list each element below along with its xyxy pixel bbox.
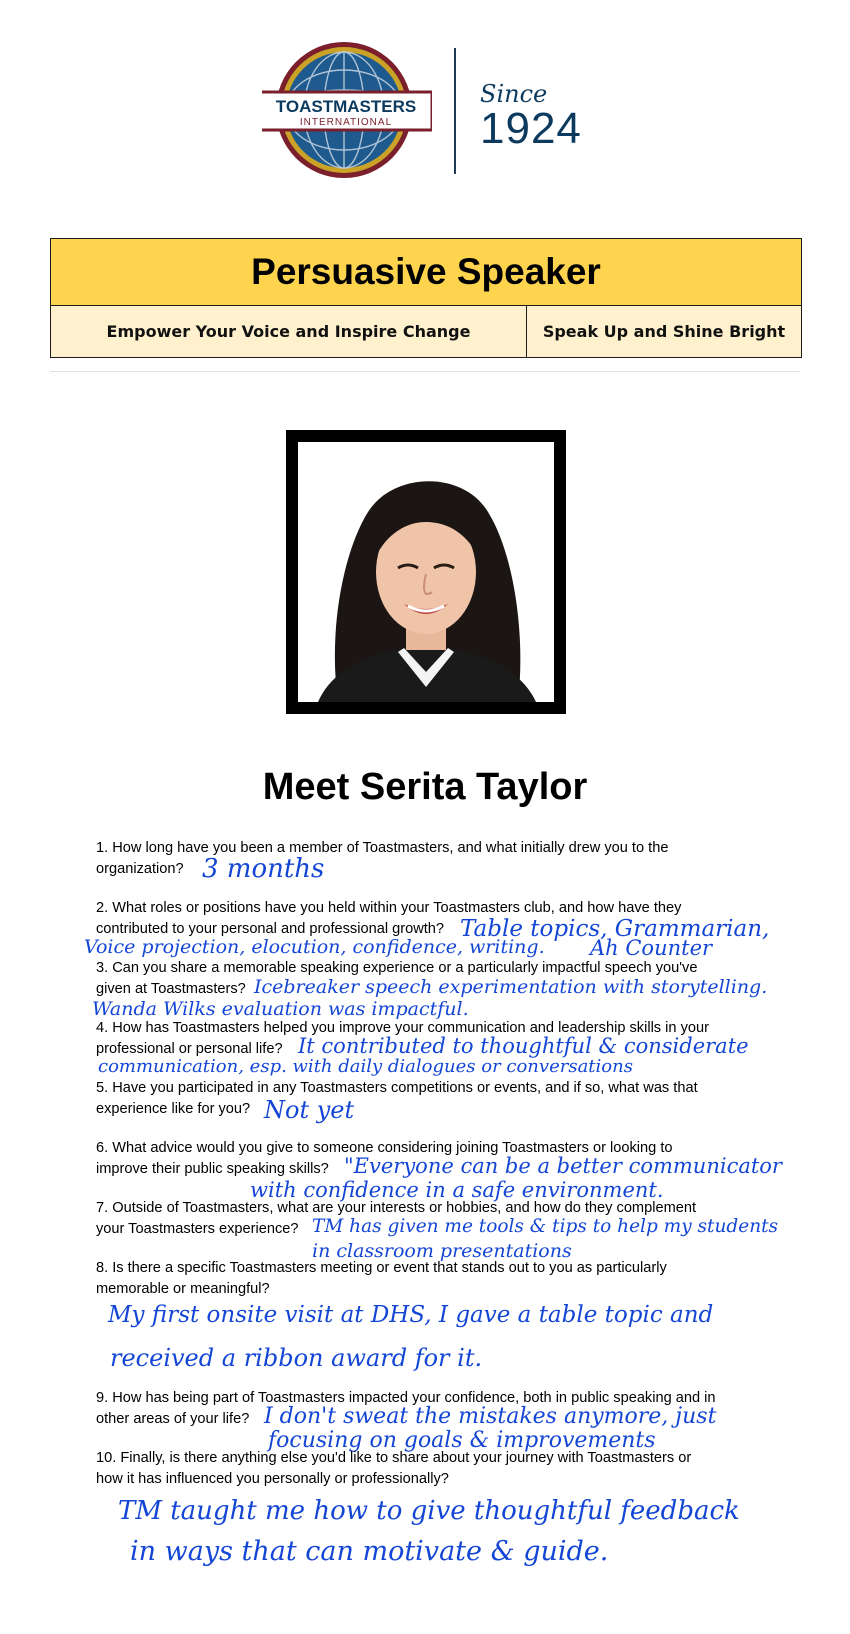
- question-6-line1: 6. What advice would you give to someone considering joining Toastmasters or looking to: [96, 1140, 673, 1156]
- logo-brand-line2: INTERNATIONAL: [299, 117, 393, 128]
- answer-2-line3: Voice projection, elocution, confidence, writing.: [84, 936, 545, 958]
- answer-1-line1: 3 months: [202, 854, 325, 884]
- answer-3-line1: Icebreaker speech experimentation with storytelling.: [254, 976, 768, 998]
- title-row: [51, 239, 801, 306]
- logo-lockup: [262, 40, 582, 180]
- question-6-line2: improve their public speaking skills?: [96, 1161, 329, 1177]
- portrait-frame: [286, 430, 566, 714]
- page-title: Persuasive Speaker: [251, 251, 601, 292]
- toastmasters-logo: [262, 40, 432, 180]
- question-10-line2: how it has influenced you personally or professionally?: [96, 1471, 449, 1487]
- question-7-line2: your Toastmasters experience?: [96, 1221, 299, 1237]
- logo-brand-line1: TOASTMASTERS: [275, 97, 417, 116]
- portrait-photo: [298, 442, 554, 702]
- answer-5-line1: Not yet: [264, 1096, 355, 1124]
- question-9-line1: 9. How has being part of Toastmasters impacted your confidence, both in public speaking and in: [96, 1390, 716, 1406]
- answer-10-line1: TM taught me how to give thoughtful feedback: [118, 1496, 740, 1526]
- question-8-line1: 8. Is there a specific Toastmasters meeting or event that stands out to you as particularly: [96, 1260, 667, 1276]
- question-4-line1: 4. How has Toastmasters helped you improve your communication and leadership skills in your: [96, 1020, 709, 1036]
- answer-7-line1: TM has given me tools & tips to help my students: [312, 1216, 779, 1237]
- answer-4-line1: It contributed to thoughtful & considerate: [298, 1034, 749, 1058]
- question-1-line1: 1. How long have you been a member of Toastmasters, and what initially drew you to the: [96, 840, 669, 856]
- question-8-line2: memorable or meaningful?: [96, 1281, 270, 1297]
- question-10: [96, 1448, 691, 1490]
- question-2-line2: contributed to your personal and professional growth?: [96, 921, 445, 937]
- subtitle-row: [51, 306, 801, 357]
- answer-8-line1: My first onsite visit at DHS, I gave a table topic and: [108, 1302, 714, 1328]
- answer-4-line2: communication, esp. with daily dialogues or conversations: [98, 1056, 633, 1077]
- question-2-line1: 2. What roles or positions have you held within your Toastmasters club, and how have they: [96, 900, 682, 916]
- profile-heading: Meet Serita Taylor: [262, 766, 588, 808]
- answer-9-line1: I don't sweat the mistakes anymore, just: [264, 1404, 717, 1429]
- answer-3-line2: Wanda Wilks evaluation was impactful.: [92, 998, 469, 1020]
- subtitle-left: Empower Your Voice and Inspire Change: [51, 306, 527, 357]
- answer-2-line1: Table topics, Grammarian,: [460, 916, 770, 942]
- answer-10-line2: in ways that can motivate & guide.: [130, 1536, 609, 1567]
- question-7-line1: 7. Outside of Toastmasters, what are your interests or hobbies, and how do they complement: [96, 1200, 697, 1216]
- question-1: [96, 838, 669, 884]
- answer-6-line2: with confidence in a safe environment.: [250, 1178, 664, 1202]
- question-4-line2: professional or personal life?: [96, 1041, 283, 1057]
- answer-9-line2: focusing on goals & improvements: [268, 1428, 656, 1453]
- since-year: 1924: [480, 104, 582, 153]
- question-8: [96, 1258, 667, 1300]
- question-5-line2: experience like for you?: [96, 1101, 251, 1117]
- subtitle-right: Speak Up and Shine Bright: [542, 322, 786, 341]
- question-10-line1: 10. Finally, is there anything else you'd like to share about your journey with Toastmasters or: [96, 1450, 692, 1466]
- question-5-line1: 5. Have you participated in any Toastmasters competitions or events, and if so, what was that: [96, 1080, 698, 1096]
- answer-7-line2: in classroom presentations: [312, 1240, 572, 1262]
- title-banner: [50, 238, 802, 358]
- question-5: [96, 1078, 698, 1124]
- answer-8-line2: received a ribbon award for it.: [110, 1344, 483, 1372]
- logo-divider: [454, 48, 456, 174]
- portrait-illustration: [298, 442, 554, 702]
- question-3-line1: 3. Can you share a memorable speaking experience or a particularly impactful speech you've: [96, 960, 698, 976]
- divider-line: [50, 371, 800, 372]
- since-label: Since: [480, 80, 548, 108]
- answer-2-line2: Ah Counter: [590, 936, 713, 960]
- question-9-line2: other areas of your life?: [96, 1411, 250, 1427]
- question-1-line2: organization?: [96, 861, 184, 877]
- answer-6-line1: "Everyone can be a better communicator: [344, 1154, 782, 1178]
- question-3-line2: given at Toastmasters?: [96, 981, 246, 997]
